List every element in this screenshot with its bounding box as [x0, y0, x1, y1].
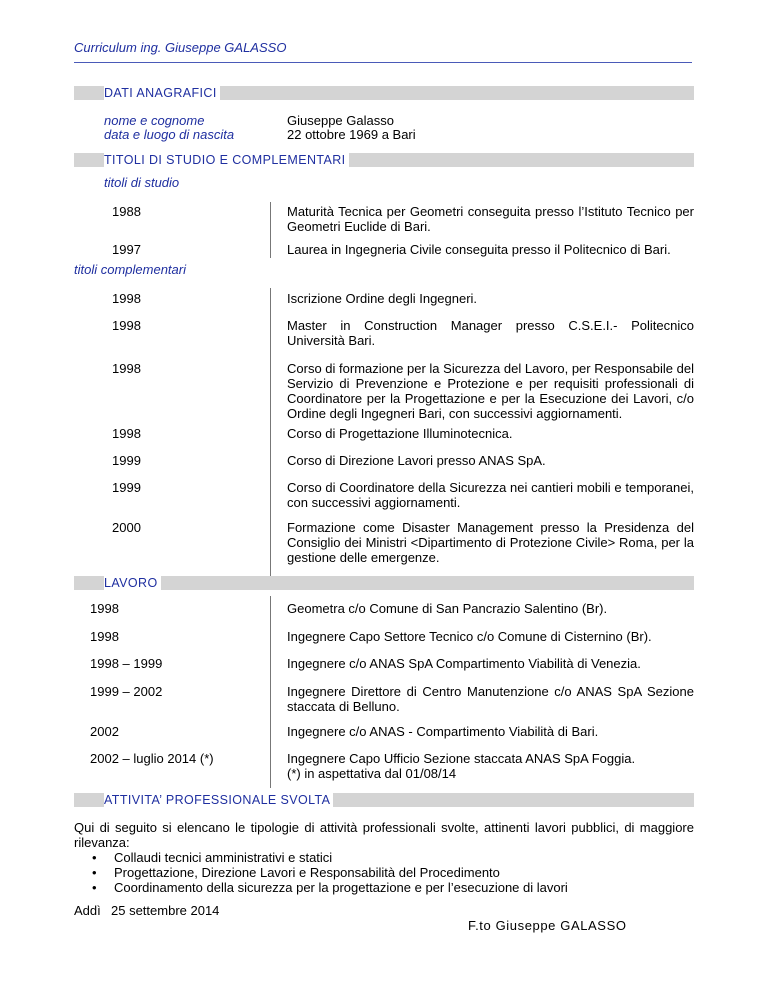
compl-text-3: Corso di formazione per la Sicurezza del Lavoro, per Responsabile del Servizio di Prevenzione e Protezione e per requisiti professionali di Coordinatore per la Progettazione e per la Esecuzione dei Lavori, c/o Ordine degli Ingegneri Bari, con successivi aggiornamenti.: [287, 361, 694, 421]
attivita-item-2: • Progettazione, Direzione Lavori e Responsabilità del Procedimento: [92, 865, 500, 880]
subtitle-studio: titoli di studio: [104, 175, 180, 190]
value-birth: 22 ottobre 1969 a Bari: [287, 127, 416, 142]
lavoro-year-5: 2002: [90, 724, 119, 739]
compl-text-2: Master in Construction Manager presso C.S.E.I.- Politecnico Università Bari.: [287, 318, 694, 348]
compl-year-5: 1999: [112, 453, 141, 468]
studio-year-1: 1988: [112, 204, 141, 219]
lavoro-text-2: Ingegnere Capo Settore Tecnico c/o Comune di Cisternino (Br).: [287, 629, 652, 644]
lavoro-year-2: 1998: [90, 629, 119, 644]
lavoro-text-5: Ingegnere c/o ANAS - Compartimento Viabilità di Bari.: [287, 724, 599, 739]
footer-place: Addì: [74, 903, 101, 918]
compl-year-2: 1998: [112, 318, 141, 333]
section-title-anagrafici: DATI ANAGRAFICI: [104, 86, 220, 100]
lavoro-year-1: 1998: [90, 601, 119, 616]
compl-text-7: Formazione come Disaster Management presso la Presidenza del Consiglio dei Ministri <Dipartimento di Protezione Civile> Roma, per la gestione delle emergenze.: [287, 520, 694, 565]
document-header-title: Curriculum ing. Giuseppe GALASSO: [74, 40, 287, 55]
compl-year-1: 1998: [112, 291, 141, 306]
section-bar-lavoro: [74, 576, 694, 590]
section-title-attivita: ATTIVITA’ PROFESSIONALE SVOLTA: [104, 793, 333, 807]
section-title-lavoro: LAVORO: [104, 576, 161, 590]
compl-year-3: 1998: [112, 361, 141, 376]
compl-text-6: Corso di Coordinatore della Sicurezza nei cantieri mobili e temporanei, con successivi aggiornamenti.: [287, 480, 694, 510]
studio-text-1: Maturità Tecnica per Geometri conseguita presso l’Istituto Tecnico per Geometri Euclide di Bari.: [287, 204, 694, 234]
bullet-icon: •: [92, 880, 97, 895]
label-name: nome e cognome: [104, 113, 205, 128]
value-name: Giuseppe Galasso: [287, 113, 394, 128]
compl-year-7: 2000: [112, 520, 141, 535]
attivita-item-1: • Collaudi tecnici amministrativi e statici: [92, 850, 333, 865]
bullet-icon: •: [92, 850, 97, 865]
lavoro-note-6: (*) in aspettativa dal 01/08/14: [287, 766, 457, 781]
studio-year-2: 1997: [112, 242, 141, 257]
lavoro-text-4: Ingegnere Direttore di Centro Manutenzione c/o ANAS SpA Sezione staccata di Belluno.: [287, 684, 694, 714]
divider-studio: [270, 202, 271, 258]
compl-text-5: Corso di Direzione Lavori presso ANAS SpA.: [287, 453, 546, 468]
bullet-icon: •: [92, 865, 97, 880]
compl-text-4: Corso di Progettazione Illuminotecnica.: [287, 426, 513, 441]
lavoro-text-6: Ingegnere Capo Ufficio Sezione staccata ANAS SpA Foggia.: [287, 751, 636, 766]
label-birth: data e luogo di nascita: [104, 127, 235, 142]
footer-date: 25 settembre 2014: [111, 903, 220, 918]
lavoro-text-1: Geometra c/o Comune di San Pancrazio Salentino (Br).: [287, 601, 608, 616]
divider-lavoro: [270, 596, 271, 788]
compl-year-6: 1999: [112, 480, 141, 495]
footer-signature: F.to Giuseppe GALASSO: [468, 918, 627, 933]
subtitle-complementari: titoli complementari: [74, 262, 186, 277]
lavoro-year-6: 2002 – luglio 2014 (*): [90, 751, 214, 766]
header-divider: [74, 62, 692, 63]
divider-complementari: [270, 288, 271, 576]
lavoro-year-3: 1998 – 1999: [90, 656, 163, 671]
attivita-list: [74, 850, 694, 895]
attivita-intro: Qui di seguito si elencano le tipologie di attività professionali svolte, attinenti lavori pubblici, di maggiore rilevanza:: [74, 820, 694, 850]
studio-text-2: Laurea in Ingegneria Civile conseguita presso il Politecnico di Bari.: [287, 242, 671, 257]
lavoro-text-3: Ingegnere c/o ANAS SpA Compartimento Viabilità di Venezia.: [287, 656, 641, 671]
compl-text-1: Iscrizione Ordine degli Ingegneri.: [287, 291, 478, 306]
attivita-item-3: • Coordinamento della sicurezza per la progettazione e per l’esecuzione di lavori: [92, 880, 568, 895]
compl-year-4: 1998: [112, 426, 141, 441]
lavoro-year-4: 1999 – 2002: [90, 684, 163, 699]
section-title-titoli: TITOLI DI STUDIO E COMPLEMENTARI: [104, 153, 349, 167]
